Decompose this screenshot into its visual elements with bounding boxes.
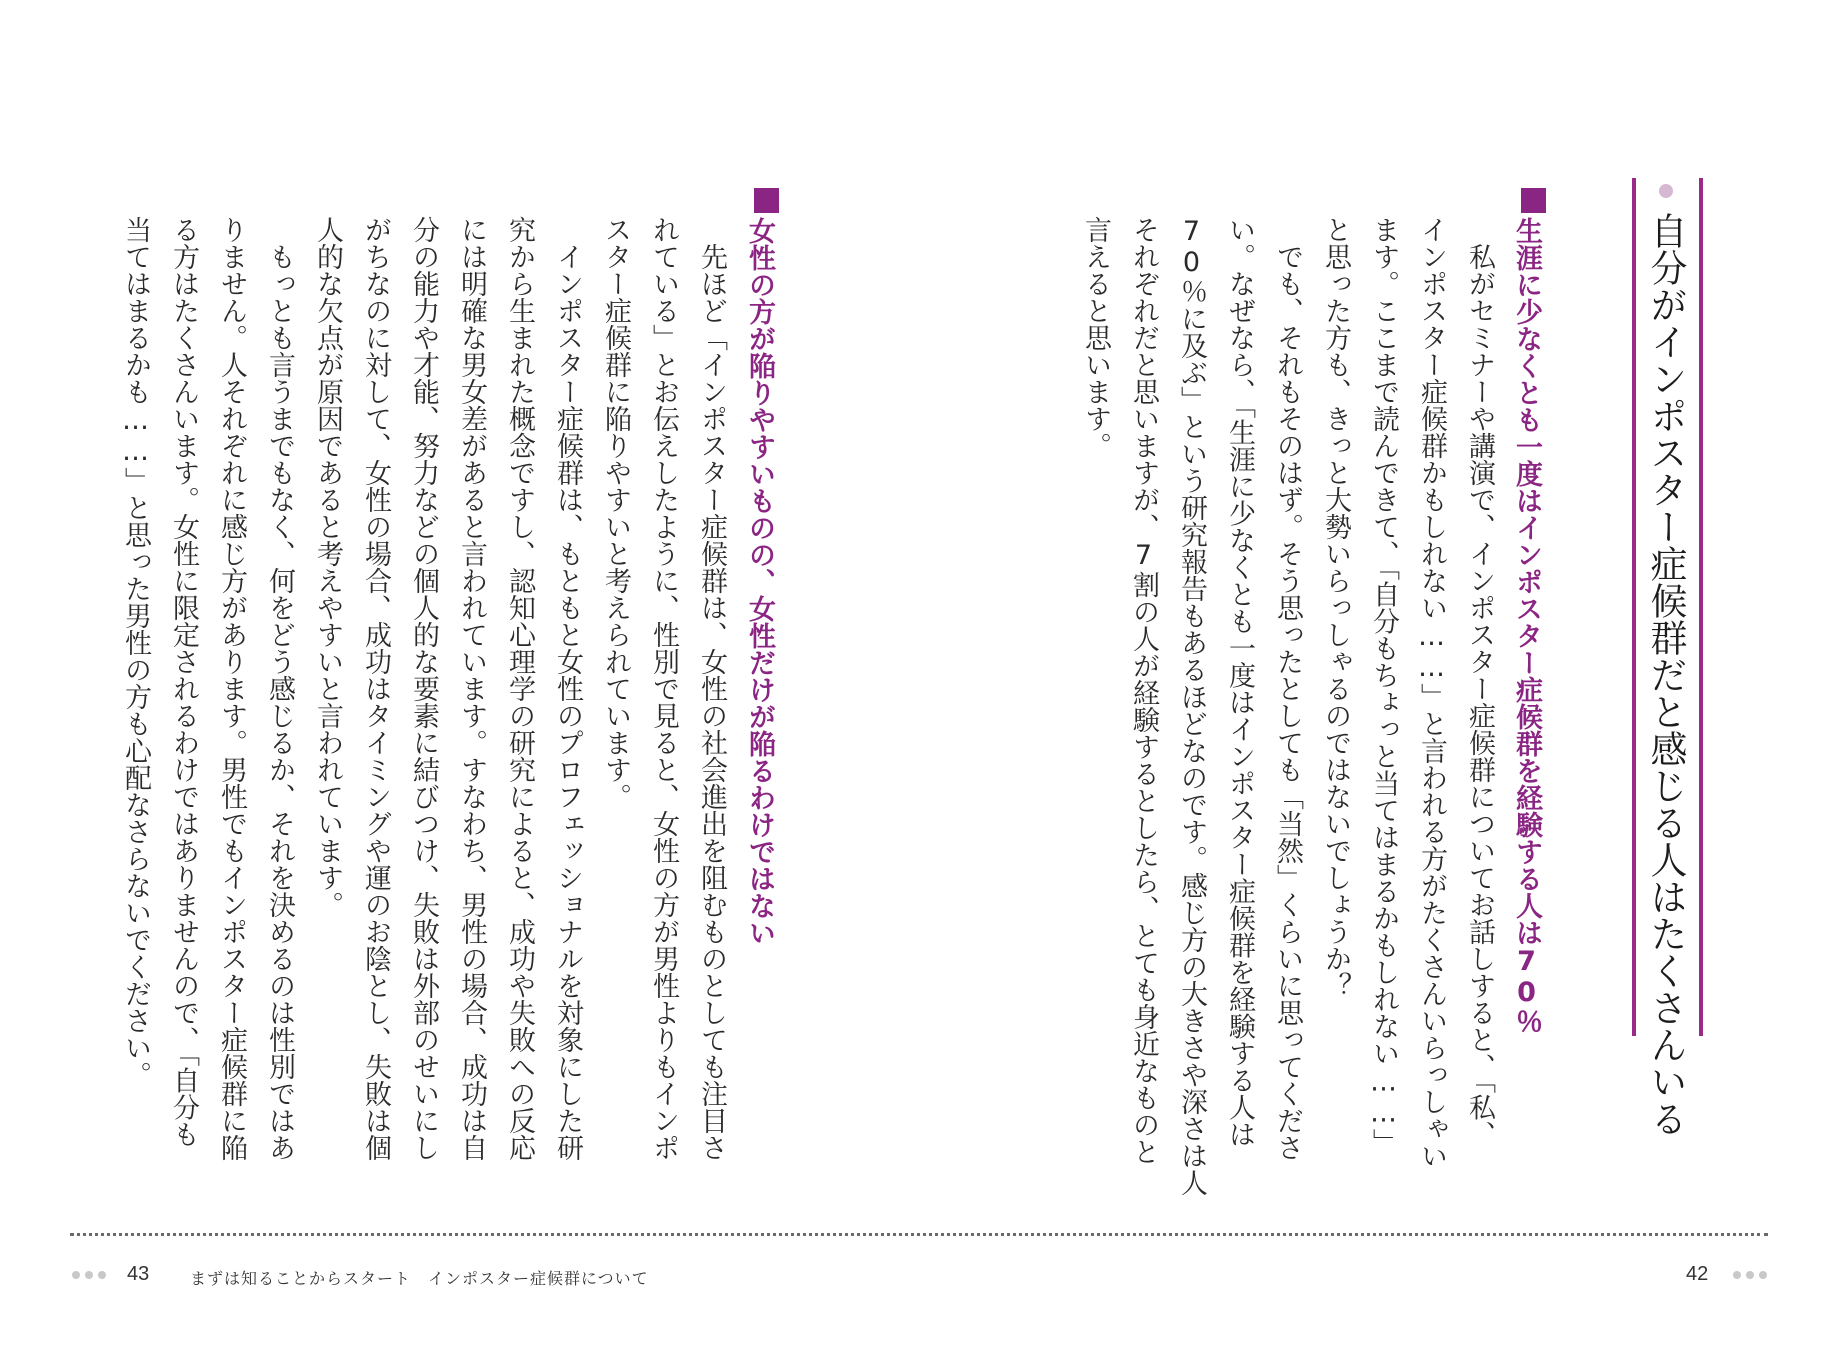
body-line: インポスター症候群かもしれない……」と言われる方がたくさんいらっしゃい (1416, 216, 1447, 1169)
section-heading-2-text: 女性の方が陥りやすいものの、女性だけが陥るわけではない (744, 217, 775, 946)
heading-square-icon (1521, 188, 1546, 213)
section-heading-1 (1513, 188, 1546, 1035)
page-number-left: 43 (127, 1263, 150, 1285)
body-line: 人的な欠点が原因であると考えやすいと言われています。 (312, 216, 343, 918)
section-heading-2 (746, 188, 779, 946)
body-line: い。なぜなら、「生涯に少なくとも一度はインポスター症候群を経験する人は (1224, 216, 1255, 1148)
body-line: もっとも言うまでもなく、何をどう感じるか、それを決めるのは性別ではあ (264, 216, 295, 1161)
footer-dotted-rule (70, 1233, 1768, 1236)
body-line: 当てはまるかも……」と思った男性の方も心配なさらないでください。 (120, 216, 151, 1088)
body-line: 70％に及ぶ」という研究報告もあるほどなのです。感じ方の大きさや深さは人 (1176, 216, 1207, 1196)
body-line: スター症候群に陥りやすいと考えられています。 (600, 216, 631, 810)
chapter-title: 自分がインポスター症候群だと感じる人はたくさんいる (1644, 212, 1687, 1137)
body-line: それぞれだと思いますが、7割の人が経験するとしたら、とても身近なものと (1128, 216, 1159, 1165)
body-line: 分の能力や才能、努力などの個人的な要素に結びつけ、失敗は外部のせいにし (408, 216, 439, 1161)
body-line: 言えると思います。 (1080, 216, 1111, 459)
body-line: 先ほど「インポスター症候群は、女性の社会進出を阻むものとしても注目さ (696, 216, 727, 1161)
section-heading-1-text: 生涯に少なくとも一度はインポスター症候群を経験する人は70％ (1511, 217, 1542, 1035)
heading-square-icon (754, 188, 779, 213)
body-line: がちなのに対して、女性の場合、成功はタイミングや運のお陰とし、失敗は個 (360, 216, 391, 1161)
body-line: る方はたくさんいます。女性に限定されるわけではありませんので、「自分も (168, 216, 199, 1148)
body-line: ます。ここまで読んできて、「自分もちょっと当てはまるかもしれない……」 (1368, 216, 1399, 1156)
body-line: には明確な男女差があると言われています。すなわち、男性の場合、成功は自 (456, 216, 487, 1161)
running-head: まずは知ることからスタート インポスター症候群について (190, 1269, 649, 1288)
title-rule-left (1632, 178, 1636, 1036)
title-bullet-icon (1659, 184, 1673, 198)
body-line: 私がセミナーや講演で、インポスター症候群についてお話しすると、「私、 (1464, 216, 1495, 1148)
title-rule-right (1699, 178, 1703, 1036)
page-number-right: 42 (1686, 1263, 1709, 1285)
body-line: りません。人それぞれに感じ方があります。男性でもインポスター症候群に陥 (216, 216, 247, 1161)
body-line: と思った方も、きっと大勢いらっしゃるのではないでしょうか？ (1320, 216, 1351, 999)
footer-dots-right-icon (1733, 1271, 1767, 1279)
body-line: インポスター症候群は、もともと女性のプロフェッショナルを対象にした研 (552, 216, 583, 1161)
footer-dots-left-icon (72, 1271, 106, 1279)
body-line: でも、それもそのはず。そう思ったとしても「当然」くらいに思ってくださ (1272, 216, 1303, 1161)
body-line: 究から生まれた概念ですし、認知心理学の研究によると、成功や失敗への反応 (504, 216, 535, 1161)
body-line: れている」とお伝えしたように、性別で見ると、女性の方が男性よりもインポ (648, 216, 679, 1161)
